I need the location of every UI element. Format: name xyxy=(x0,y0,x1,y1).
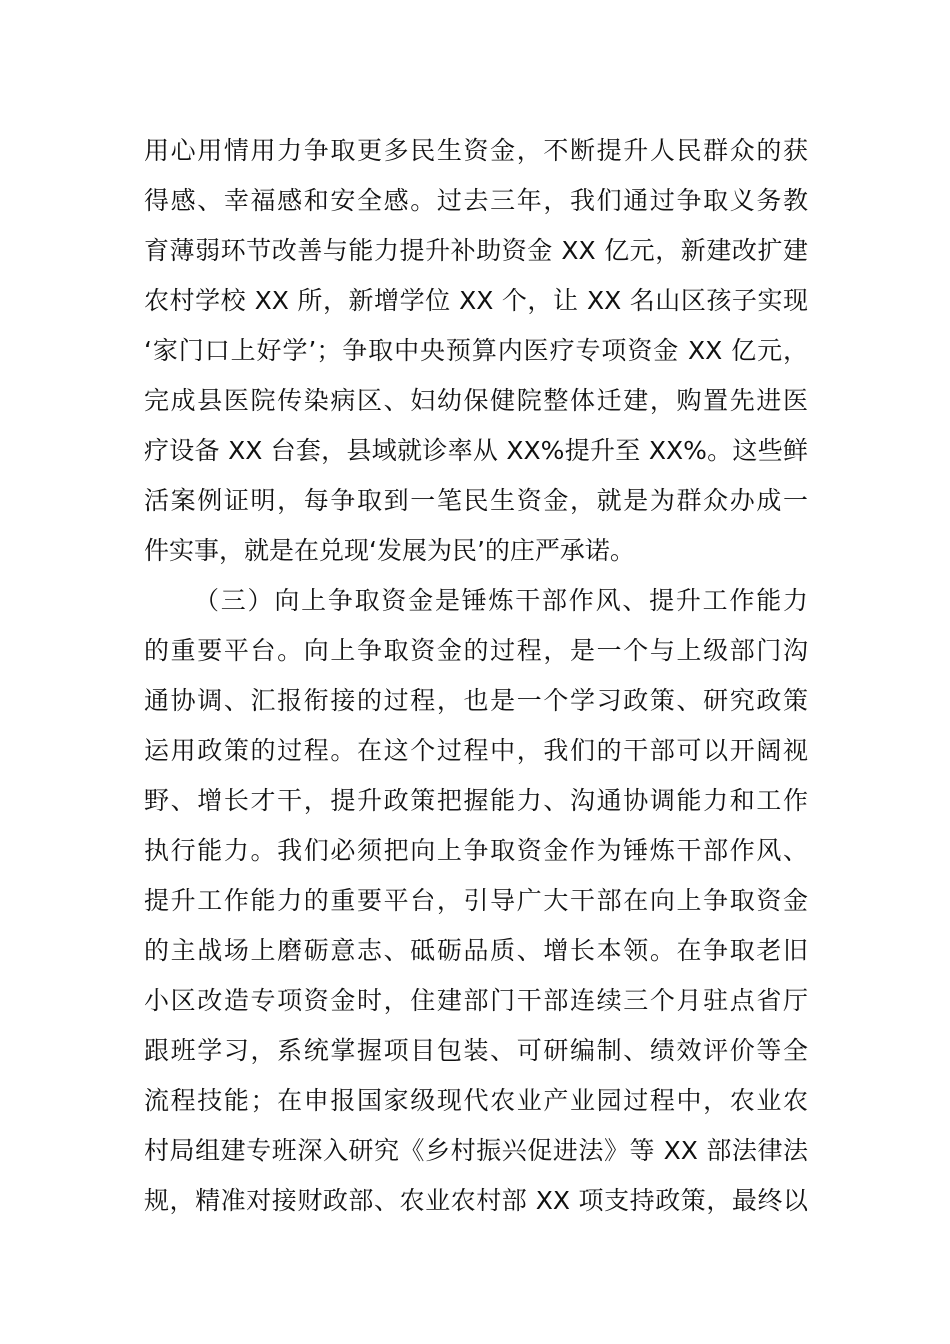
text-line: 野、增长才干，提升政策把握能力、沟通协调能力和工作 xyxy=(144,786,808,815)
text-line-paragraph-end: 件实事，就是在兑现‘发展为民’的庄严承诺。 xyxy=(144,536,635,565)
text-line: 得感、幸福感和安全感。过去三年，我们通过争取义务教 xyxy=(144,186,808,215)
text-line: 用心用情用力争取更多民生资金，不断提升人民群众的获 xyxy=(144,136,808,165)
text-line: 规，精准对接财政部、农业农村部 XX 项支持政策，最终以 xyxy=(144,1186,808,1215)
text-line: ‘家门口上好学’；争取中央预算内医疗专项资金 XX 亿元， xyxy=(144,336,808,365)
text-line: 完成县医院传染病区、妇幼保健院整体迁建，购置先进医 xyxy=(144,386,808,415)
text-line: 疗设备 XX 台套，县域就诊率从 XX%提升至 XX%。这些鲜 xyxy=(144,436,808,465)
text-line: 通协调、汇报衔接的过程，也是一个学习政策、研究政策 xyxy=(144,686,808,715)
body-text xyxy=(144,126,808,1226)
text-line: 的重要平台。向上争取资金的过程，是一个与上级部门沟 xyxy=(144,636,808,665)
text-line: 活案例证明，每争取到一笔民生资金，就是为群众办成一 xyxy=(144,486,808,515)
text-line: 流程技能；在申报国家级现代农业产业园过程中，农业农 xyxy=(144,1086,808,1115)
text-line: 小区改造专项资金时，住建部门干部连续三个月驻点省厅 xyxy=(144,986,808,1015)
section-heading-line: （三）向上争取资金是锤炼干部作风、提升工作能力 xyxy=(194,586,808,615)
text-line: 村局组建专班深入研究《乡村振兴促进法》等 XX 部法律法 xyxy=(144,1136,808,1165)
text-line: 农村学校 XX 所，新增学位 XX 个，让 XX 名山区孩子实现 xyxy=(144,286,808,315)
text-line: 跟班学习，系统掌握项目包装、可研编制、绩效评价等全 xyxy=(144,1036,808,1065)
text-line: 执行能力。我们必须把向上争取资金作为锤炼干部作风、 xyxy=(144,836,808,865)
text-line: 提升工作能力的重要平台，引导广大干部在向上争取资金 xyxy=(144,886,808,915)
text-line: 育薄弱环节改善与能力提升补助资金 XX 亿元，新建改扩建 xyxy=(144,236,808,265)
text-line: 运用政策的过程。在这个过程中，我们的干部可以开阔视 xyxy=(144,736,808,765)
text-line: 的主战场上磨砺意志、砥砺品质、增长本领。在争取老旧 xyxy=(144,936,808,965)
